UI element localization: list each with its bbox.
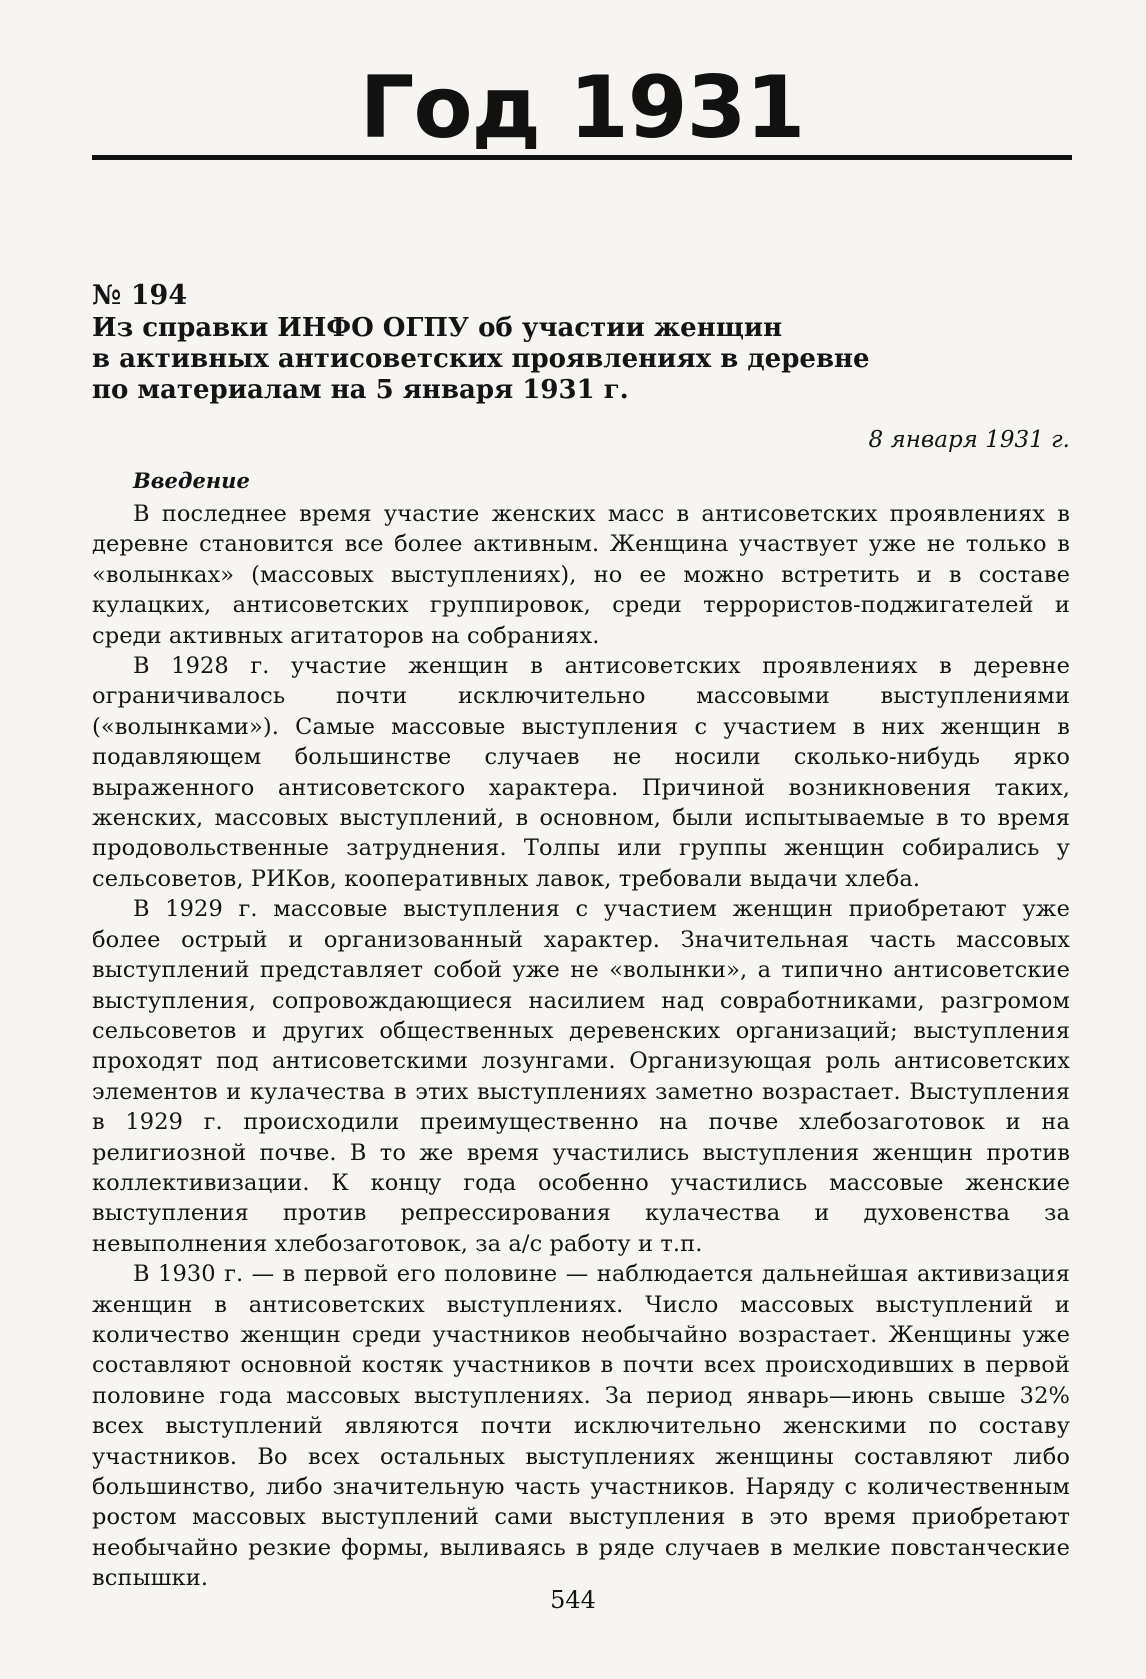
document-title	[92, 313, 870, 406]
document-title-line: Из справки ИНФО ОГПУ об участии женщин	[92, 313, 783, 343]
section-heading: Введение	[133, 468, 250, 493]
paragraph: В последнее время участие женских масс в антисоветских проявлениях в деревне становится все более активным. Женщина участвует уже не только в «волынках» (массовых выступлениях), но ее можно встретить и в составе кулацких, антисоветских группировок, среди террористов-поджигателей и среди активных агитаторов на собраниях.	[92, 501, 1070, 649]
document-title-line: по материалам на 5 января 1931 г.	[92, 375, 629, 405]
document-body	[92, 499, 1070, 1594]
head-rule	[92, 155, 1072, 160]
page-number: 544	[550, 1586, 596, 1614]
running-head: Год 1931	[359, 58, 805, 158]
paragraph: В 1930 г. — в первой его половине — наблюдается дальнейшая активизация женщин в антисоветских выступлениях. Число массовых выступлений и количество женщин среди участников необычайно возрастает. Женщины уже составляют основной костяк участников в почти всех происходивших в первой половине года массовых выступлениях. За период январь—июнь свыше 32% всех выступлений являются почти исключительно женскими по составу участников. Во всех остальных выступлениях женщины составляют либо большинство, либо значительную часть участников. Наряду с количественным ростом массовых выступлений сами выступления в это время приобретают необычайно резкие формы, выливаясь в ряде случаев в мелкие повстанческие вспышки.	[92, 1261, 1070, 1592]
paragraph: В 1928 г. участие женщин в антисоветских проявлениях в деревне ограничивалось почти исключительно массовыми выступлениями («волынками»). Самые массовые выступления с участием в них женщин в подавляющем большинстве случаев не носили сколько-нибудь ярко выраженного антисоветского характера. Причиной возникновения таких, женских, массовых выступлений, в основном, были испытываемые в то время продовольственные затруднения. Толпы или группы женщин собирались у сельсоветов, РИКов, кооперативных лавок, требовали выдачи хлеба.	[92, 653, 1070, 892]
document-date: 8 января 1931 г.	[868, 427, 1070, 453]
document-title-line: в активных антисоветских проявлениях в деревне	[92, 344, 870, 374]
document-number: № 194	[92, 280, 188, 311]
paragraph: В 1929 г. массовые выступления с участием женщин приобретают уже более острый и организованный характер. Значительная часть массовых выступлений представляет собой уже не «волынки», а типично антисоветские выступления, сопровождающиеся насилием над совработниками, разгромом сельсоветов и других общественных деревенских организаций; выступления проходят под антисоветскими лозунгами. Организующая роль антисоветских элементов и кулачества в этих выступлениях заметно возрастает. Выступления в 1929 г. происходили преимущественно на почве хлебозаготовок и на религиозной почве. В то же время участились выступления женщин против коллективизации. К концу года особенно участились массовые женские выступления против репрессирования кулачества и духовенства за невыполнения хлебозаготовок, за а/с работу и т.п.	[92, 896, 1070, 1257]
